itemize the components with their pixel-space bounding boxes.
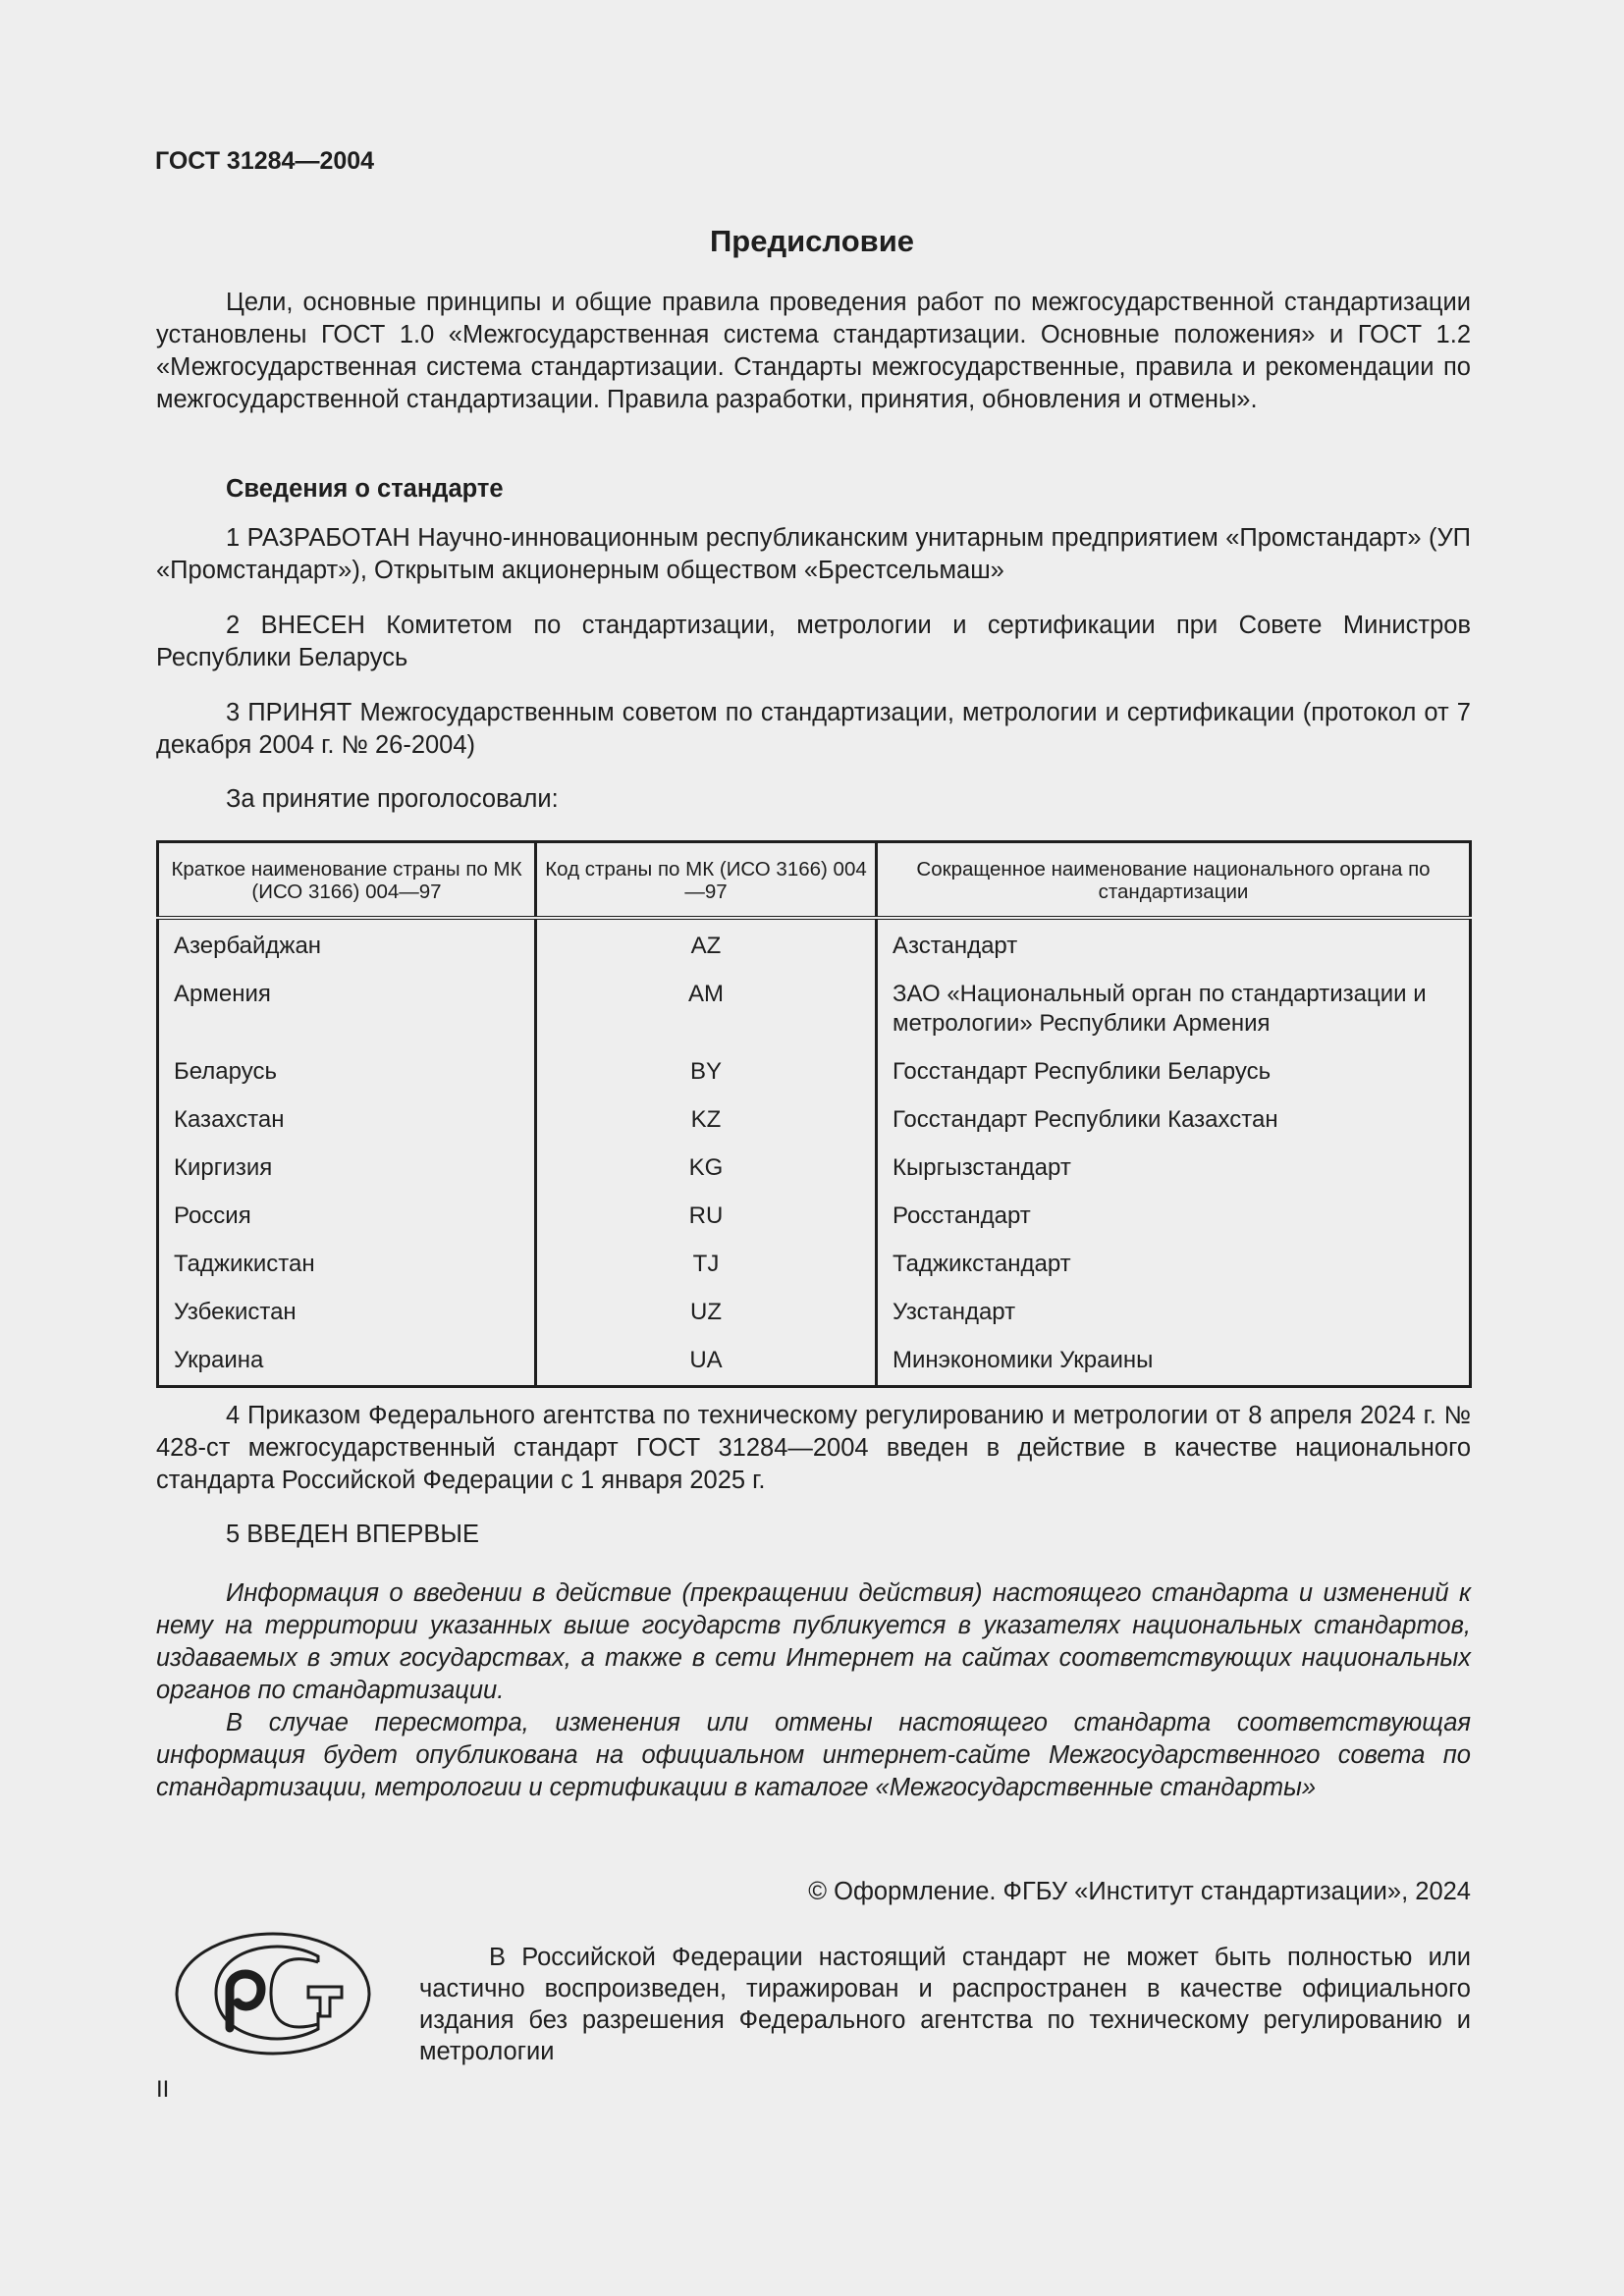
country-cell: Таджикистан xyxy=(158,1241,536,1289)
national-body-cell: Кыргызстандарт xyxy=(893,1154,1071,1181)
code-cell: KZ xyxy=(536,1096,877,1145)
item-introduced: 2 ВНЕСЕН Комитетом по стандартизации, метрологии и сертификации при Совете Министров Республики Беларусь xyxy=(156,612,1471,671)
table-row xyxy=(158,1048,1471,1096)
national-body-cell: Узстандарт xyxy=(893,1299,1016,1325)
code-cell: RU xyxy=(536,1193,877,1241)
voting-countries-table xyxy=(156,840,1472,1388)
national-body-cell: Госстандарт Республики Казахстан xyxy=(893,1106,1278,1133)
item-adopted: 3 ПРИНЯТ Межгосударственным советом по стандартизации, метрологии и сертификации (протокол от 7 декабря 2004 г. № 26-2004) xyxy=(156,699,1471,759)
country-cell: Казахстан xyxy=(158,1096,536,1145)
national-body-cell: Азстандарт xyxy=(893,933,1018,959)
country-cell: Украина xyxy=(158,1337,536,1387)
page-title: Предисловие xyxy=(709,224,914,258)
country-cell: Армения xyxy=(158,971,536,1048)
table-row xyxy=(158,1241,1471,1289)
info-note-revision: В случае пересмотра, изменения или отмены настоящего стандарта соответствующая информация будет опубликована на официальном интернет-сайте Межгосударственного совета по стандартизации, метрологии и сертификации в каталоге «Межгосударственные стандарты» xyxy=(156,1709,1471,1801)
code-cell: KG xyxy=(536,1145,877,1193)
code-cell: AZ xyxy=(536,918,877,971)
table-header-row xyxy=(158,842,1471,919)
document-code: ГОСТ 31284—2004 xyxy=(155,147,375,175)
reproduction-notice: В Российской Федерации настоящий стандарт не может быть полностью или частично воспроизведен, тиражирован и распространен в качестве официального издания без разрешения Федерального агентства по техническому регулированию и метрологии xyxy=(419,1944,1471,2065)
table-row xyxy=(158,1096,1471,1145)
code-cell: AM xyxy=(536,971,877,1048)
code-cell: TJ xyxy=(536,1241,877,1289)
column-header-code: Код страны по МК (ИСО 3166) 004—97 xyxy=(536,842,877,919)
item-developed: 1 РАЗРАБОТАН Научно-инновационным республиканским унитарным предприятием «Промстандарт» (УП «Промстандарт»), Открытым акционерным обществом «Брестсельмаш» xyxy=(156,524,1471,584)
code-cell: BY xyxy=(536,1048,877,1096)
table-row xyxy=(158,1289,1471,1337)
rst-certification-logo-icon xyxy=(173,1930,373,2062)
info-note-publication: Информация о введении в действие (прекращении действия) настоящего стандарта и изменений к нему на территории указанных выше государств публикуется в указателях национальных стандартов, издаваемых в этих государствах, а также в сети Интернет на сайтах соответствующих национальных органов по стандартизации. xyxy=(156,1579,1471,1704)
country-cell: Азербайджан xyxy=(158,918,536,971)
code-cell: UA xyxy=(536,1337,877,1387)
item-order: 4 Приказом Федерального агентства по техническому регулированию и метрологии от 8 апреля 2024 г. № 428-ст межгосударственный стандарт ГОСТ 31284—2004 введен в действие в качестве национального стандарта Российской Федерации с 1 января 2025 г. xyxy=(156,1402,1471,1494)
table-row xyxy=(158,1337,1471,1387)
country-cell: Киргизия xyxy=(158,1145,536,1193)
voted-label: За принятие проголосовали: xyxy=(226,785,559,813)
national-body-cell: Росстандарт xyxy=(893,1202,1031,1229)
national-body-cell: ЗАО «Национальный орган по стандартизации и метрологии» Республики Армения xyxy=(893,981,1427,1037)
code-cell: UZ xyxy=(536,1289,877,1337)
column-header-country: Краткое наименование страны по МК (ИСО 3166) 004—97 xyxy=(158,842,536,919)
national-body-cell: Таджикстандарт xyxy=(893,1251,1071,1277)
table-row xyxy=(158,971,1471,1048)
country-cell: Беларусь xyxy=(158,1048,536,1096)
country-cell: Узбекистан xyxy=(158,1289,536,1337)
copyright-line: © Оформление. ФГБУ «Институт стандартизации», 2024 xyxy=(808,1878,1471,1905)
national-body-cell: Госстандарт Республики Беларусь xyxy=(893,1058,1272,1085)
table-row xyxy=(158,918,1471,971)
intro-paragraph: Цели, основные принципы и общие правила проведения работ по межгосударственной стандартизации установлены ГОСТ 1.0 «Межгосударственная система стандартизации. Основные положения» и ГОСТ 1.2 «Межгосударственная система стандартизации. Стандарты межгосударственные, правила и рекомендации по межгосударственной стандартизации. Правила разработки, принятия, обновления и отмены». xyxy=(156,289,1471,413)
item-first-time: 5 ВВЕДЕН ВПЕРВЫЕ xyxy=(226,1521,480,1548)
column-header-national-body: Сокращенное наименование национального органа по стандартизации xyxy=(877,842,1471,919)
standard-info-heading: Сведения о стандарте xyxy=(226,475,504,503)
country-cell: Россия xyxy=(158,1193,536,1241)
table-row xyxy=(158,1193,1471,1241)
national-body-cell: Минэкономики Украины xyxy=(893,1347,1154,1373)
page-number: II xyxy=(156,2076,170,2103)
table-row xyxy=(158,1145,1471,1193)
